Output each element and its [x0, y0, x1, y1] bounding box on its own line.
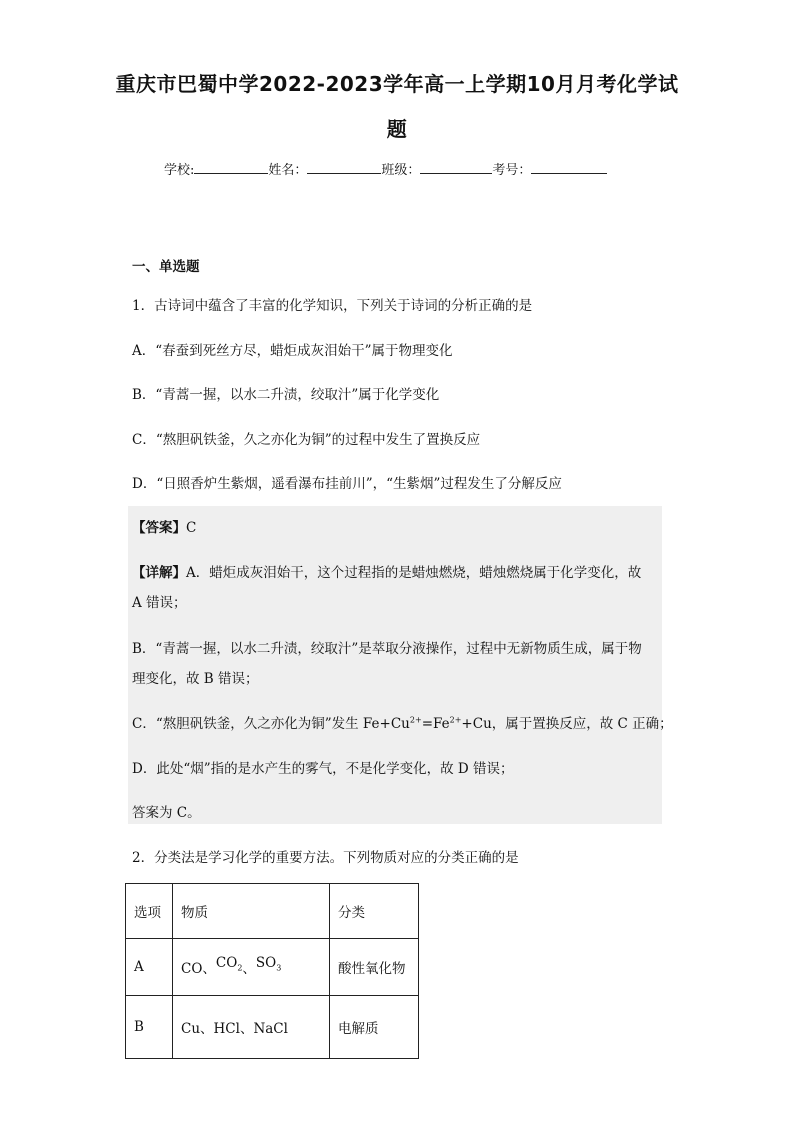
row-a-substance: CO、$CO_2$、$SO_3$ — [173, 939, 330, 996]
q1-option-a: A．“春蚕到死丝方尽，蜡炬成灰泪始干”属于物理变化 — [132, 343, 453, 359]
header-category: 分类 — [330, 884, 419, 939]
class-blank[interactable] — [420, 159, 492, 174]
school-blank[interactable] — [194, 159, 268, 174]
answer-line — [132, 516, 196, 536]
detail-line-2a: B．“青蒿一握，以水二升渍，绞取汁”是萃取分液操作，过程中无新物质生成，属于物 — [132, 641, 642, 657]
school-label: 学校: — [164, 163, 195, 178]
detail-line-1b: A 错误； — [132, 595, 187, 611]
q1-stem: 1．古诗词中蕴含了丰富的化学知识，下列关于诗词的分析正确的是 — [132, 298, 533, 314]
q1-option-d: D．“日照香炉生紫烟，遥看瀑布挂前川”，“生紫烟”过程发生了分解反应 — [132, 476, 562, 492]
student-info-row — [164, 159, 607, 178]
conclusion-line: 答案为 C。 — [132, 805, 201, 821]
exam-title-line2: 题 — [386, 117, 408, 141]
exam-title-line1: 重庆市巴蜀中学2022-2023学年高一上学期10月月考化学试 — [115, 72, 679, 96]
detail-line-2b: 理变化，故 B 错误； — [132, 671, 259, 687]
detail-line-4: D．此处“烟”指的是水产生的雾气，不是化学变化，故 D 错误； — [132, 761, 514, 777]
answer-value: C — [186, 520, 197, 536]
header-substance: 物质 — [173, 884, 330, 939]
fe-charge: 2+ — [449, 715, 462, 725]
section-heading: 一、单选题 — [132, 259, 200, 275]
answer-label: 【答案】 — [132, 520, 186, 536]
q1-option-c: C．“熬胆矾铁釜，久之亦化为铜”的过程中发生了置换反应 — [132, 432, 481, 448]
row-a-category: 酸性氧化物 — [330, 939, 419, 996]
header-option: 选项 — [126, 884, 173, 939]
detail-label: 【详解】 — [132, 565, 186, 581]
detail-3-pre: C．“熬胆矾铁釜，久之亦化为铜”发生 Fe+Cu — [132, 716, 410, 732]
detail-3-mid: =Fe — [421, 716, 450, 732]
detail-line-3 — [132, 712, 673, 732]
q2-table — [125, 883, 419, 1059]
number-label: 考号： — [492, 163, 532, 178]
table-row — [126, 996, 419, 1059]
row-a-option: A — [126, 939, 173, 996]
row-b-category: 电解质 — [330, 996, 419, 1059]
row-b-option: B — [126, 996, 173, 1059]
detail-text-1a: A．蜡炬成灰泪始干，这个过程指的是蜡烛燃烧，蜡烛燃烧属于化学变化，故 — [186, 565, 642, 581]
number-blank[interactable] — [531, 159, 607, 174]
q1-option-b: B．“青蒿一握，以水二升渍，绞取汁”属于化学变化 — [132, 387, 440, 403]
table-row — [126, 939, 419, 996]
detail-3-post: +Cu，属于置换反应，故 C 正确； — [461, 716, 673, 732]
class-label: 班级： — [381, 163, 421, 178]
table-header-row — [126, 884, 419, 939]
cu-charge: 2+ — [409, 715, 422, 725]
name-blank[interactable] — [307, 159, 381, 174]
name-label: 姓名： — [268, 163, 308, 178]
row-b-substance: Cu、HCl、NaCl — [173, 996, 330, 1059]
detail-line-1a — [132, 561, 641, 581]
q2-stem: 2．分类法是学习化学的重要方法。下列物质对应的分类正确的是 — [132, 850, 519, 866]
